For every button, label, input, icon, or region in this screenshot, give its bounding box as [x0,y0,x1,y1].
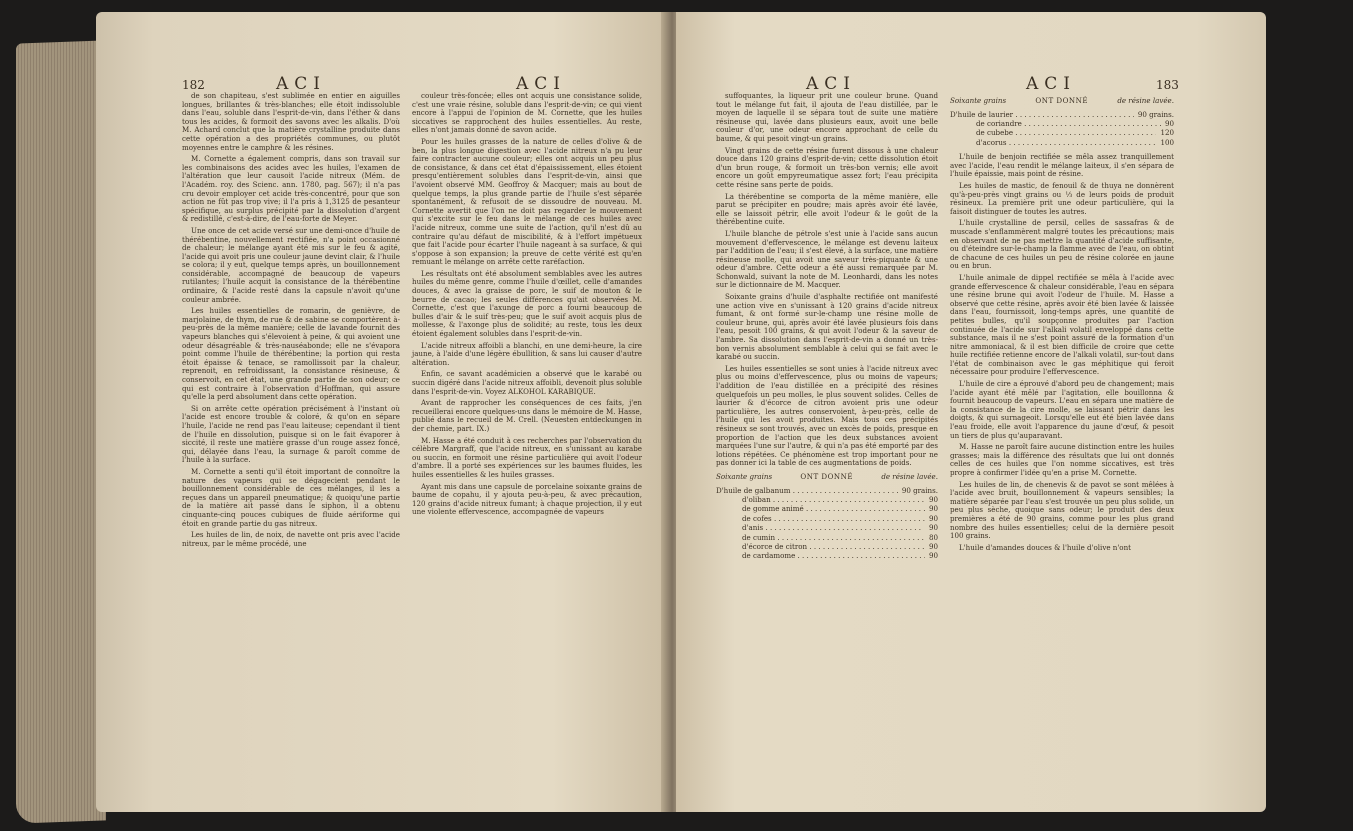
right-page [676,12,1266,812]
paragraph: L'acide nitreux affoibli a blanchi, en une demi-heure, la cire jaune, à l'aide d'une légère ébullition, & sans lui causer d'autre altération. [412,340,642,367]
paragraph: M. Cornette a également compris, dans son travail sur les combinaisons des acides avec les huiles, l'examen de l'altération que leur causoit l'acide nitreux (Mém. de l'Académ. roy. des Scienc. ann. 1780, pag. 567); il n'a pas cru devoir employer cet acide très-concentré, pour que son action ne fût pas trop vive; il l'a pris à 1,3125 de pesanteur spécifique, au surplus précipité par la dissolution d'argent & redistillé, c'est-à-dire, de l'eau-forte de Meyer. [182,154,400,224]
oil-name: de cofes . . . [716,514,925,523]
paragraph: L'huile animale de dippel rectifiée se mêla à l'acide avec grande effervescence & chaleur considérable, l'eau en sépara une résine brune qui avoit l'odeur de l'huile. M. Hasse a observé que cette résine, après avoir été bien lavée & laissée dans l'eau, fournissoit, long-temps après, une quantité de petites bulles, qu'il soupçonne produites par l'action continuée de l'acide sur l'alkali volatil enveloppé dans cette substance, mais il ne s'est point assuré de la formation d'un nitre ammoniacal, & il est bien difficile de croire que cette huile rectifiée retienne encore de l'alkali volatil, sur-tout dans l'état de combinaison avec le gas méphitique qui feroit nécessaire pour produire l'effervescence. [950,272,1174,377]
table-row [716,551,938,560]
paragraph: L'huile crystalline de persil, celles de sassafras & de muscade s'enflammèrent malgré toutes les précautions; mais en observant de ne pas mettre la quantité d'acide suffisante, ou d'éteindre sur-le-champ la flamme avec de l'eau, on obtint de chacune de ces huiles un peu de résine colorée en jaune ou en brun. [950,218,1174,271]
table-header-cell: de résine lavée. [881,471,938,481]
oil-name: d'acorus . . . [950,138,1156,147]
resin-weight: 90 [928,551,938,561]
table-header-cell: ONT DONNÉ [1035,96,1089,105]
resin-weight: 90 [1164,119,1174,128]
paragraph: de son chapiteau, s'est sublimée en entier en aiguilles longues, brillantes & très-blanches; elle étoit indissoluble dans l'eau, soluble dans l'esprit-de-vin, dans l'éther & dans tous les acides, & formoit des savons avec les alkalis. D'où M. Achard conclut que la matière crystalline produite dans cette opération a des propriétés communes, ou plutôt moyennes entre le camphre & les résines. [182,91,400,152]
left-page-column-1 [182,92,400,551]
resin-weight: 90 [928,504,938,514]
resin-weight: 90 [928,513,938,523]
paragraph: L'huile d'amandes douces & l'huile d'olive n'ont [959,542,1131,552]
resin-weight: 80 [928,532,938,542]
table-header-cell: Soixante grains [950,96,1007,105]
table-row [950,119,1174,128]
paragraph: Les huiles de lin, de noix, de navette ont pris avec l'acide nitreux, par le même procédé, une [182,530,400,548]
resin-weight: 120 [1160,128,1174,138]
resin-yield-table [950,97,1174,147]
resin-weight: 90 [928,541,938,551]
open-book [86,12,1326,824]
left-page-column-2 [412,92,642,520]
paragraph: L'huile de benjoin rectifiée se mêla assez tranquillement avec l'acide, l'eau rendit le mélange laiteux, il s'en sépara de l'huile épaissie, mais point de résine. [950,152,1174,179]
paragraph: couleur très-foncée; elles ont acquis une consistance solide, c'est une vraie résine, soluble dans l'esprit-de-vin; ce qui vient encore à l'appui de l'opinion de M. Cornette, que les huiles siccatives se rapprochent des huiles essentielles. Au reste, elles n'ont jamais donné de savon acide. [412,91,642,135]
resin-weight: 90 grains. [901,485,938,495]
paragraph: Les huiles de mastic, de fenouil & de thuya ne donnèrent qu'à-peu-près vingt grains ou ⅓ de leurs poids de produit résineux. La première prit une odeur particulière, qui la faisoit distinguer de toutes les autres. [950,181,1174,216]
paragraph: Ayant mis dans une capsule de porcelaine soixante grains de baume de copahu, il y ajouta peu-à-peu, & avec précaution, 120 grains d'acide nitreux fumant; à chaque projection, il y eut une violente effervescence, accompagnée de vapeurs [412,481,642,517]
paragraph: La thérébentine se comporta de la même manière, elle parut se précipiter en poudre; mais après avoir été lavée, elle se laissoit pétrir, elle avoit l'odeur & le goût de la thérébentine cuite. [716,191,938,227]
paragraph: Les huiles de lin, de chenevis & de pavot se sont mêlées à l'acide avec bruit, bouillonnement & vapeurs sensibles; la matière séparée par l'eau s'est trouvée un peu plus solide, un peu plus sèche, quoique sans odeur; le produit des deux premières a été de 90 grains, comme pour les plus grand nombre des huiles essentielles; celui de la dernière pesoit 100 grains. [950,479,1174,541]
table-row [716,533,938,542]
paragraph: Vingt grains de cette résine furent dissous à une chaleur douce dans 120 grains d'esprit-de-vin; cette dissolution étoit d'un brun rouge, & formoit un très-bon vernis; elle avoit encore un goût empyreumatique assez fort; l'eau précipita cette résine sans perte de poids. [716,145,938,189]
table-row [950,138,1174,147]
table-header [950,97,1174,106]
table-header-cell: Soixante grains [716,471,773,481]
oil-name: de coriandre . . . [950,119,1161,128]
resin-weight: 90 [928,494,938,504]
oil-name: de cumin . . . [716,533,925,542]
paragraph: Soixante grains d'huile d'asphalte rectifiée ont manifesté une action vive en s'unissant à 120 grains d'acide nitreux fumant, & ont formé sur-le-champ une résine molle de couleur brune, qui, après avoir été lavée plusieurs fois dans l'eau, pesoit 100 grains, & qui avoit l'odeur & la saveur de l'ambre. Sa dissolution dans l'esprit-de-vin a donné un très-bon vernis absolument semblable à celui qui se fait avec le karabé ou succin. [716,292,938,362]
oil-name: d'anis . . . [716,523,925,532]
left-page [96,12,666,812]
table-row [716,495,938,504]
paragraph: Enfin, ce savant académicien a observé que le karabé ou succin digéré dans l'acide nitreux affoibli, devenoit plus soluble dans l'esprit-de-vin. Voyez ALKOHOL KARABIQUE. [412,369,642,396]
running-head-right: ACI [516,74,566,94]
table-row [950,128,1174,137]
paragraph: L'huile de cire a éprouvé d'abord peu de changement; mais l'acide ayant été mêlé par l'agitation, elle bouillonna & fournit beaucoup de vapeurs. L'eau en sépara une matière de la consistance de la cire molle, se laissant pétrir dans les doigts, & qui surnageoit. Lorsqu'elle eut été bien lavée dans l'eau froide, elle avoit l'apparence du jaune d'œuf, & pesoit un tiers de plus qu'auparavant. [950,379,1174,440]
oil-name: d'oliban . . . [716,495,925,504]
paragraph: Pour les huiles grasses de la nature de celles d'olive & de ben, la plus longue digestion avec l'acide nitreux n'a pu leur faire contracter aucune couleur; elles ont acquis un peu plus de consistance, & dans cet état d'épaississement, elles étoient presqu'entièrement solubles dans l'esprit-de-vin, ainsi que l'avoient observé MM. Geoffroy & Macquer; mais au bout de quelque temps, la plus grande partie de l'huile s'est séparée spontanément, & refusoit de se dissoudre de nouveau. M. Cornette avertit que l'on ne doit pas regarder le mouvement qui s'excite sur le feu dans le mélange de ces huiles avec l'acide nitreux, comme une suite de l'action, qu'il n'est dû au contraire qu'au défaut de miscibilité, & à l'effort impétueux que fait l'acide pour écarter l'huile nageant à sa surface, & qui s'oppose à son expansion; la preuve de cette vérité est qu'en remuant le mélange on arrête cette raréfaction. [412,136,642,267]
resin-weight: 100 [1160,137,1174,147]
table-header-cell: ONT DONNÉ [800,471,854,481]
paragraph: Les huiles essentielles se sont unies à l'acide nitreux avec plus ou moins d'effervescence, plus ou moins de vapeurs; l'addition de l'eau distillée en a précipité des résines quelquefois un peu molles, le plus souvent solides. Celles de laurier & d'écorce de citron avoient pris une odeur particulière, les autres conservoient, à-peu-près, celle de l'huile qui les avoit produites. Mais tous ces précipités résineux se sont trouvés, avec un excès de poids, presque en proportion de l'action que les deux substances avoient marquées l'une sur l'autre, & qui n'a pas été emporté par des lotions répétées. Ce phénomène est trop important pour ne pas donner ici la table de ces augmentations de poids. [716,363,938,468]
oil-name: D'huile de galbanum . . . [716,486,898,495]
oil-name: D'huile de laurier . . . [950,110,1134,119]
paragraph: M. Cornette a senti qu'il étoit important de connoître la nature des vapeurs qui se dégagecient pendant le bouillonnement considérable de ces mélanges, il les a reçues dans un appareil pneumatique; & quoiqu'une partie de la matière ait passé dans le siphon, il a obtenu cinquante-cinq pouces cubiques de fluide aériforme qui étoit en grande partie du gas nitreux. [182,466,400,528]
table-row [716,542,938,551]
paragraph: Les huiles essentielles de romarin, de genièvre, de marjolaine, de thym, de rue & de sabine se comportèrent à-peu-près de la même manière; celle de lavande fournit des vapeurs blanches qui s'élevoient à peine, & qui avoient une odeur désagréable & très-nauséabonde; elle ne s'évapora point comme l'huile de thérébentine; la portion qui resta étoit épaisse & tenace, se ramollissoit par la chaleur, reprenoit, en refroidissant, la consistance résineuse, & conservoit, en cet état, une grande partie de son odeur; ce qui est contraire à l'observation d'Hoffman, qui assure qu'elle la perd absolument dans cette opération. [182,306,400,402]
table-row [950,110,1174,119]
table-row [716,486,938,495]
table-header-cell: de résine lavée. [1117,96,1174,105]
paragraph: suffoquantes, la liqueur prit une couleur brune. Quand tout le mélange fut fait, il ajouta de l'eau distillée, par le moyen de laquelle il se sépara tout de suite une matière résineuse qui, lavée dans plusieurs eaux, avoit une belle couleur d'or, une odeur encore approchant de celle du baume, & qui pesoit vingt-un grains. [716,91,938,143]
table-row [716,523,938,532]
oil-name: de gomme animé . . . [716,504,925,513]
resin-weight: 90 grains. [1137,109,1174,119]
paragraph: Une once de cet acide versé sur une demi-once d'huile de thérébentine, nouvellement rectifiée, n'a point occasionné de chaleur; le mélange ayant été mis sur le feu & agité, l'acide qui avoit pris une couleur jaune devint clair, & l'huile se colora; il y eut, quelque temps après, un bouillonnement considérable, accompagné de beaucoup de vapeurs rutilantes; l'huile acquit la consistance de la thérébentine ordinaire, & l'acide resté dans la capsule n'avoit qu'une couleur ambrée. [182,225,400,304]
oil-name: de cubebe . . . [950,128,1156,137]
resin-weight: 90 [928,523,938,533]
table-row [716,504,938,513]
table-header [716,473,938,482]
running-head-left: ACI [276,74,326,94]
right-page-column-2 [950,92,1174,555]
running-head-right: ACI [1026,74,1076,94]
page-edges [16,40,106,823]
paragraph: Si on arrête cette opération précisément à l'instant où l'acide est encore trouble & coloré, & qu'on en sépare l'huile, l'acide ne rend pas l'eau laiteuse; cependant il tient de l'huile en dissolution, puisque si on le fait évaporer à siccité, il reste une matière grasse d'un rouge assez foncé, qui, délayée dans l'eau, la surnage & paroît comme de l'huile à la surface. [182,403,400,465]
paragraph: Avant de rapprocher les conséquences de ces faits, j'en recueillerai encore quelques-uns dans le mémoire de M. Hasse, publié dans le recueil de M. Crell. (Neuesten entdeckungen in der chemie, part. IX.) [412,398,642,433]
right-page-column-1 [716,92,938,567]
page-number: 182 [182,78,205,92]
table-row [716,514,938,523]
paragraph: Les résultats ont été absolument semblables avec les autres huiles du même genre, comme l'huile d'œillet, celle d'amandes douces, & avec la graisse de porc, le suif de mouton & le beurre de cacao; les seules différences qu'ait observées M. Cornette, c'est que l'axunge de porc a fourni beaucoup de bulles d'air & le suif très-peu; que le suif avoit acquis plus de mollesse, & l'axonge plus de solidité; au reste, tous les deux étoient également solubles dans l'esprit-de-vin. [412,268,642,339]
page-number: 183 [1156,78,1179,92]
oil-name: d'écorce de citron . . . [716,542,925,551]
oil-name: de cardamome . . . [716,551,925,560]
running-head-left: ACI [806,74,856,94]
paragraph: M. Hasse a été conduit à ces recherches par l'observation du célèbre Margraff, que l'acide nitreux, en s'unissant au karabe ou succin, en formoit une résine particulière qui avoit l'odeur d'ambre. Il a porté ses expériences sur les baumes fluides, les huiles essentielles & les huiles grasses. [412,435,642,479]
paragraph: L'huile blanche de pétrole s'est unie à l'acide sans aucun mouvement d'effervescence, le mélange est devenu laiteux par l'addition de l'eau; il s'est élevé, à la surface, une matière résineuse molle, qui avoit une saveur très-piquante & une odeur d'ambre. Cette odeur a été aussi remarquée par M. Schonwald, suivant la note de M. Leonhardi, dans les notes sur le dictionnaire de M. Macquer. [716,228,938,290]
paragraph: M. Hasse ne paroît faire aucune distinction entre les huiles grasses; mais la différence des résultats que lui ont donnés celles de ces huiles que l'on nomme siccatives, est très propre à confirmer l'idée qu'en a prise M. Cornette. [950,442,1174,477]
resin-yield-table [716,473,938,561]
